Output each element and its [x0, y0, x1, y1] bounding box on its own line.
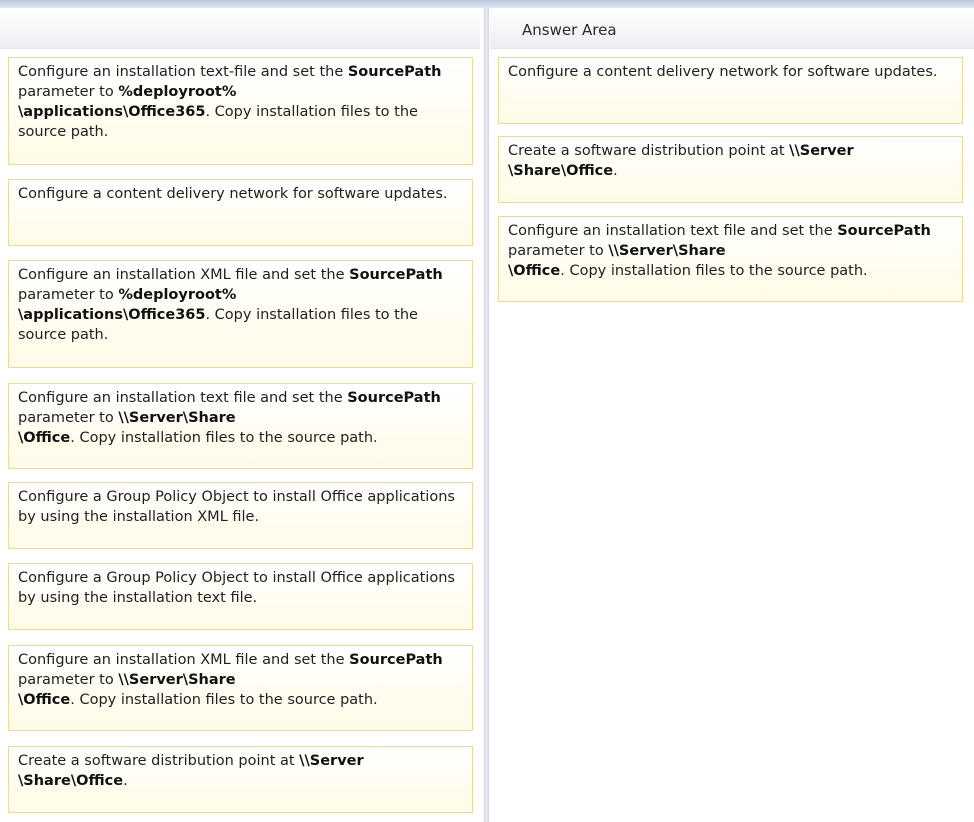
source-item[interactable] — [8, 746, 473, 813]
item-text: . — [123, 773, 128, 789]
item-text: Configure an installation text-file and set the — [18, 64, 348, 80]
source-item[interactable] — [8, 383, 473, 469]
item-text: . Copy installation files to the source path. — [70, 430, 378, 446]
item-bold-text: SourcePath — [347, 390, 441, 406]
item-text: Create a software distribution point at — [508, 143, 790, 159]
pane-divider — [484, 8, 489, 822]
answer-area-title: Answer Area — [522, 21, 617, 39]
item-text: Configure an installation text file and set the — [508, 223, 838, 239]
item-text: Configure an installation XML file and set the — [18, 652, 350, 668]
item-bold-text: SourcePath — [349, 267, 443, 283]
source-item[interactable] — [8, 645, 473, 731]
item-bold-text: %deployroot% \applications\Office365 — [18, 287, 237, 323]
item-text: parameter to — [18, 410, 119, 426]
item-text: Configure a content delivery network for software updates. — [508, 64, 938, 80]
item-text: Create a software distribution point at — [18, 753, 300, 769]
item-bold-text: \\Server\Share \Office — [508, 243, 726, 279]
item-text: . Copy installation files to the source path. — [18, 104, 418, 140]
source-item[interactable] — [8, 563, 473, 630]
window-top-strip — [0, 0, 974, 8]
item-text: Configure an installation text file and set the — [18, 390, 348, 406]
item-text: . Copy installation files to the source path. — [560, 263, 868, 279]
item-text: . Copy installation files to the source path. — [18, 307, 418, 343]
item-text: parameter to — [18, 84, 119, 100]
source-item[interactable] — [8, 57, 473, 165]
item-text: Configure a Group Policy Object to install Office applications by using the installation XML file. — [18, 489, 455, 525]
item-text: parameter to — [18, 672, 119, 688]
source-area-header — [0, 8, 480, 49]
answer-item[interactable] — [498, 136, 963, 203]
item-bold-text: \\Server \Share\Office — [508, 143, 854, 179]
item-text: parameter to — [508, 243, 609, 259]
item-text: Configure an installation XML file and set the — [18, 267, 350, 283]
item-bold-text: \\Server\Share \Office — [18, 672, 236, 708]
source-item[interactable] — [8, 482, 473, 549]
item-text: . Copy installation files to the source path. — [70, 692, 378, 708]
item-text: Configure a Group Policy Object to install Office applications by using the installation text file. — [18, 570, 455, 606]
answer-item[interactable] — [498, 57, 963, 124]
answer-area-header — [490, 8, 974, 49]
item-bold-text: SourcePath — [349, 652, 443, 668]
item-bold-text: \\Server\Share \Office — [18, 410, 236, 446]
item-bold-text: \\Server \Share\Office — [18, 753, 364, 789]
source-item[interactable] — [8, 179, 473, 246]
item-text: parameter to — [18, 287, 119, 303]
item-bold-text: SourcePath — [837, 223, 931, 239]
answer-item[interactable] — [498, 216, 963, 302]
item-bold-text: %deployroot% \applications\Office365 — [18, 84, 237, 120]
item-text: . — [613, 163, 618, 179]
item-bold-text: SourcePath — [347, 64, 442, 80]
source-item[interactable] — [8, 260, 473, 368]
item-text: Configure a content delivery network for software updates. — [18, 186, 448, 202]
